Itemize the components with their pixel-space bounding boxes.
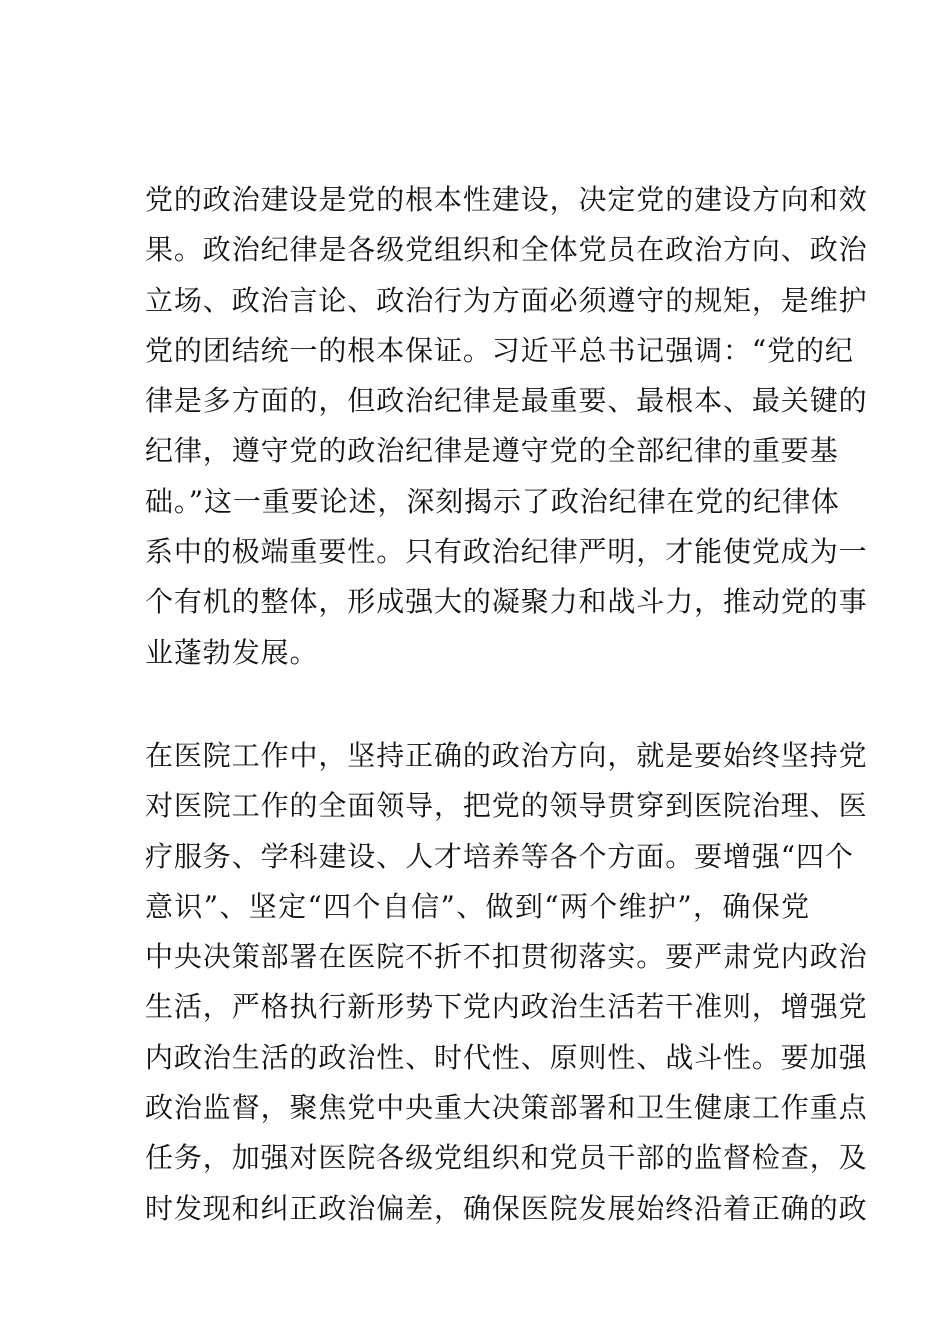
paragraph-line: 党的政治建设是党的根本性建设，决定党的建设方向和效 [145, 183, 868, 216]
paragraph-line: 内政治生活的政治性、时代性、原则性、战斗性。要加强 [145, 1040, 868, 1074]
paragraph-line: 生活，严格执行新形势下党内政治生活若干准则，增强党 [145, 990, 868, 1024]
paragraph-hospital-work [145, 731, 868, 1234]
paragraph-line: 个有机的整体，形成强大的凝聚力和战斗力，推动党的事 [145, 585, 868, 619]
paragraph-line: 意识”、坚定“四个自信”、做到“两个维护”，确保党 [145, 889, 810, 923]
paragraph-line: 果。政治纪律是各级党组织和全体党员在政治方向、政治 [145, 233, 868, 267]
paragraph-political-discipline [145, 175, 868, 678]
paragraph-line: 疗服务、学科建设、人才培养等各个方面。要增强“四个 [145, 839, 854, 873]
paragraph-line: 立场、政治言论、政治行为方面必须遵守的规矩，是维护 [145, 283, 868, 317]
paragraph-line: 中央决策部署在医院不折不扣贯彻落实。要严肃党内政治 [145, 940, 868, 974]
paragraph-line: 系中的极端重要性。只有政治纪律严明，才能使党成为一 [145, 535, 868, 569]
paragraph-line: 律是多方面的，但政治纪律是最重要、最根本、最关键的 [145, 384, 868, 418]
paragraph-line: 政治监督，聚焦党中央重大决策部署和卫生健康工作重点 [145, 1091, 868, 1125]
paragraph-line: 对医院工作的全面领导，把党的领导贯穿到医院治理、医 [145, 789, 868, 823]
paragraph-line: 础。”这一重要论述，深刻揭示了政治纪律在党的纪律体 [145, 484, 840, 518]
paragraph-line: 任务，加强对医院各级党组织和党员干部的监督检查，及 [145, 1141, 868, 1175]
paragraph-line: 时发现和纠正政治偏差，确保医院发展始终沿着正确的政 [145, 1191, 868, 1225]
paragraph-line: 业蓬勃发展。 [145, 635, 319, 669]
paragraph-line: 党的团结统一的根本保证。习近平总书记强调：“党的纪 [145, 333, 854, 367]
paragraph-line: 纪律，遵守党的政治纪律是遵守党的全部纪律的重要基 [145, 434, 839, 468]
paragraph-line: 在医院工作中，坚持正确的政治方向，就是要始终坚持党 [145, 739, 868, 772]
